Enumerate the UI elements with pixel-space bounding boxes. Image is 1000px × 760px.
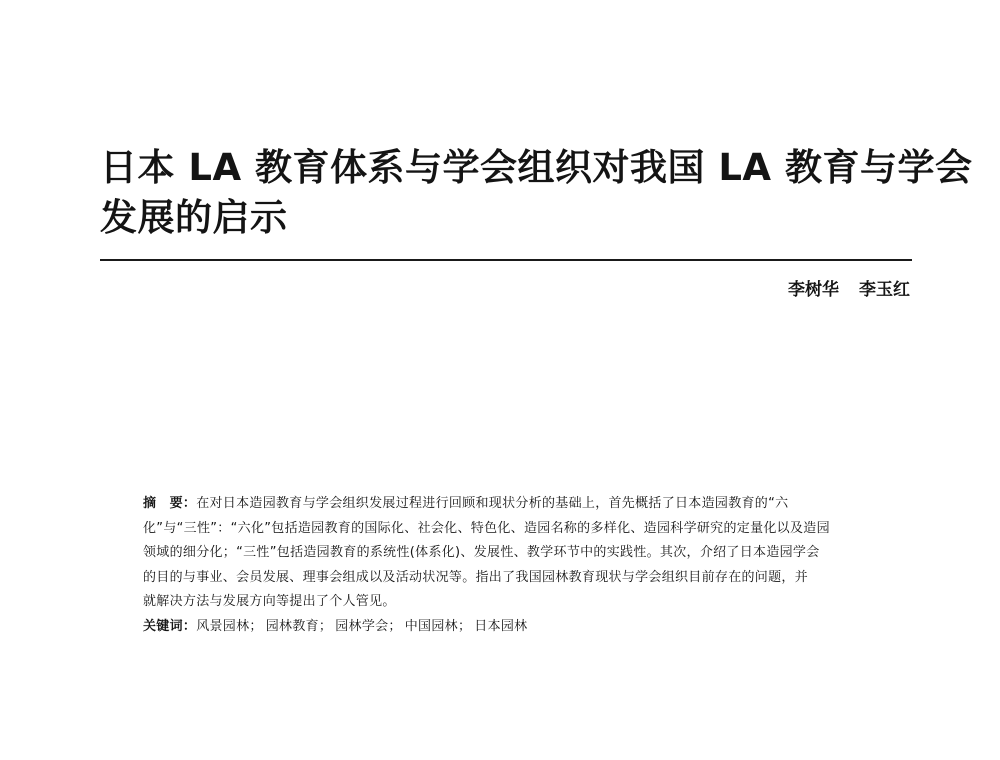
title-line: 发展的启示 xyxy=(100,196,288,239)
abstract-line: 领域的细分化；“三性”包括造园教育的系统性(体系化)、发展性、教学环节中的实践性。其次，介绍了日本造园学会 xyxy=(143,545,820,560)
keyword: 风景园林； xyxy=(196,618,263,634)
abstract-label: 摘 要： xyxy=(143,496,197,511)
abstract-block xyxy=(143,492,873,639)
abstract-line: 就解决方法与发展方向等提出了个人管见。 xyxy=(143,594,396,609)
keyword: 园林学会； xyxy=(335,618,402,634)
author-list xyxy=(788,275,910,300)
abstract-line xyxy=(143,492,873,517)
keyword: 中国园林； xyxy=(404,618,472,634)
author-name: 李树华 xyxy=(788,280,839,300)
keywords-label: 关键词： xyxy=(143,618,197,634)
author-name: 李玉红 xyxy=(859,280,910,300)
title-divider xyxy=(100,259,912,261)
paper-title xyxy=(100,143,973,243)
abstract-text: 在对日本造园教育与学会组织发展过程进行回顾和现状分析的基础上，首先概括了日本造园教育的“六 xyxy=(196,496,789,511)
title-line: 日本 LA 教育体系与学会组织对我国 LA 教育与学会 xyxy=(100,146,973,189)
keyword: 日本园林 xyxy=(474,618,528,634)
keywords-line xyxy=(143,615,873,640)
abstract-line: 化”与“三性”：“六化”包括造园教育的国际化、社会化、特色化、造园名称的多样化、造园科学研究的定量化以及造园 xyxy=(143,520,830,536)
keywords-paragraph xyxy=(143,615,873,640)
abstract-line: 的目的与事业、会员发展、理事会组成以及活动状况等。指出了我国园林教育现状与学会组织目前存在的问题，并 xyxy=(143,569,809,585)
abstract-paragraph xyxy=(143,492,873,615)
keyword: 园林教育； xyxy=(265,618,333,634)
